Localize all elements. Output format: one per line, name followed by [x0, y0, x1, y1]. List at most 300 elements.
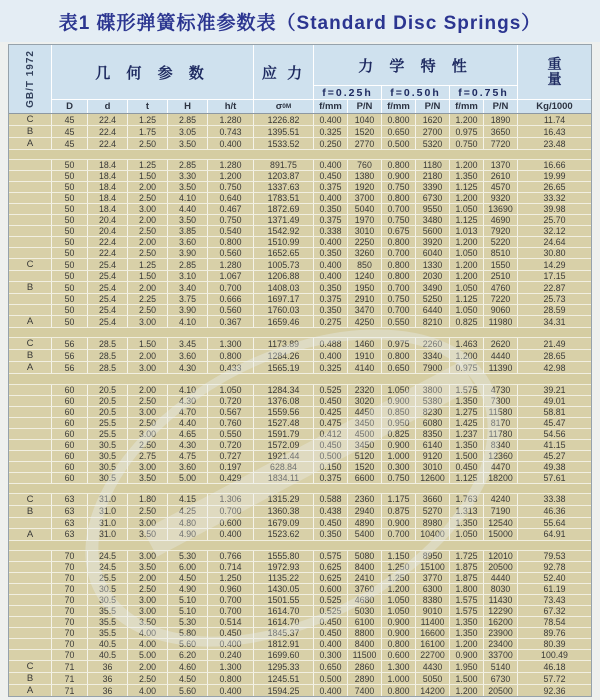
- cell-weight: 28.59: [517, 305, 591, 315]
- cell-h-t: 1.280: [207, 114, 253, 125]
- cell-class: [9, 562, 51, 572]
- cell-class: C: [26, 493, 34, 505]
- cell-p-075h: 5140: [483, 661, 517, 672]
- cell-sigma-0m: 1360.38: [253, 506, 313, 517]
- cell-f-025h: 0.150: [313, 462, 347, 472]
- cell-p-075h: 20500: [483, 685, 517, 696]
- cell-p-050h: 7900: [415, 362, 449, 373]
- cell-p-025h: 3470: [347, 305, 381, 315]
- cell-p-075h: 4760: [483, 282, 517, 293]
- cell-D: 60: [51, 440, 87, 450]
- cell-p-050h: 1620: [415, 114, 449, 125]
- cell-p-075h: 33700: [483, 650, 517, 660]
- cell-D: 50: [51, 182, 87, 192]
- standard-number-cell: [9, 45, 51, 113]
- cell-H: 4.90: [167, 529, 207, 540]
- cell-f-050h: 1.000: [381, 673, 415, 684]
- cell-f-050h: 0.825: [381, 429, 415, 439]
- cell-h-t: 0.700: [207, 506, 253, 517]
- cell-H: 5.60: [167, 685, 207, 696]
- cell-h-t: 0.560: [207, 248, 253, 258]
- cell-sigma-0m: 1206.88: [253, 271, 313, 281]
- cell-d: 25.4: [87, 316, 127, 327]
- cell-f-025h: 0.400: [313, 193, 347, 203]
- cell-p-025h: 4680: [347, 595, 381, 605]
- cell-f-025h: 0.375: [313, 182, 347, 192]
- cell-sigma-0m: 1542.92: [253, 226, 313, 236]
- table-row: [9, 114, 591, 126]
- cell-h-t: 0.720: [207, 440, 253, 450]
- cell-f-050h: 0.900: [381, 518, 415, 528]
- cell-sigma-0m: 1284.26: [253, 350, 313, 361]
- cell-sigma-0m: 1559.56: [253, 407, 313, 417]
- cell-sigma-0m: 1614.70: [253, 606, 313, 616]
- cell-weight: 79.53: [517, 551, 591, 561]
- cell-p-050h: 10400: [415, 529, 449, 540]
- cell-p-050h: 3340: [415, 350, 449, 361]
- deflection-025h-header: f=0.25h: [313, 85, 381, 99]
- table-row: [9, 385, 591, 396]
- cell-p-075h: 7220: [483, 294, 517, 304]
- cell-p-075h: 12290: [483, 606, 517, 616]
- table-row: [9, 429, 591, 440]
- table-row: [9, 362, 591, 374]
- cell-t: 3.50: [127, 562, 167, 572]
- cell-p-075h: 8340: [483, 440, 517, 450]
- cell-class: [9, 418, 51, 428]
- cell-f-050h: 0.800: [381, 350, 415, 361]
- cell-t: 4.00: [127, 639, 167, 649]
- cell-p-025h: 3260: [347, 248, 381, 258]
- cell-D: 70: [51, 606, 87, 616]
- column-header-f-025: f/mm: [313, 99, 347, 113]
- cell-f-075h: 1.575: [449, 606, 483, 616]
- cell-f-075h: 1.125: [449, 215, 483, 225]
- cell-D: 71: [51, 661, 87, 672]
- cell-p-075h: 7300: [483, 396, 517, 406]
- table-row: [9, 407, 591, 418]
- cell-t: 1.50: [127, 171, 167, 181]
- cell-d: 22.4: [87, 237, 127, 247]
- table-row: [9, 338, 591, 350]
- cell-h-t: 0.400: [207, 529, 253, 540]
- cell-h-t: 0.433: [207, 362, 253, 373]
- cell-D: 71: [51, 685, 87, 696]
- cell-p-075h: 8170: [483, 418, 517, 428]
- page-title: 表1 碟形弹簧标准参数表（Standard Disc Springs）: [58, 12, 542, 34]
- cell-H: 4.25: [167, 506, 207, 517]
- cell-sigma-0m: 1284.34: [253, 385, 313, 395]
- table-row: [9, 506, 591, 518]
- cell-H: 3.50: [167, 215, 207, 225]
- cell-class: [9, 650, 51, 660]
- spacer-row: [9, 150, 591, 160]
- cell-H: 3.60: [167, 462, 207, 472]
- cell-sigma-0m: 1430.05: [253, 584, 313, 594]
- cell-p-050h: 3010: [415, 462, 449, 472]
- cell-sigma-0m: 1699.60: [253, 650, 313, 660]
- cell-weight: 23.48: [517, 138, 591, 149]
- cell-p-075h: 9320: [483, 193, 517, 203]
- cell-class: [9, 573, 51, 583]
- cell-t: 2.50: [127, 584, 167, 594]
- cell-f-050h: 0.650: [381, 126, 415, 137]
- cell-weight: 21.49: [517, 338, 591, 349]
- cell-p-025h: 4890: [347, 518, 381, 528]
- cell-h-t: 0.450: [207, 628, 253, 638]
- cell-t: 2.00: [127, 215, 167, 225]
- cell-p-050h: 15100: [415, 562, 449, 572]
- cell-class: [9, 237, 51, 247]
- cell-f-075h: 0.825: [449, 316, 483, 327]
- cell-weight: 25.70: [517, 215, 591, 225]
- cell-f-075h: 1.875: [449, 573, 483, 583]
- cell-f-025h: 0.375: [313, 473, 347, 483]
- cell-p-050h: 8230: [415, 407, 449, 417]
- cell-p-025h: 1970: [347, 215, 381, 225]
- cell-t: 2.75: [127, 451, 167, 461]
- cell-p-025h: 7400: [347, 685, 381, 696]
- cell-p-050h: 3770: [415, 573, 449, 583]
- table-row: [9, 350, 591, 362]
- cell-sigma-0m: 1614.70: [253, 617, 313, 627]
- column-header-H: H: [167, 99, 207, 113]
- cell-d: 18.4: [87, 193, 127, 203]
- cell-class: C: [26, 259, 34, 271]
- cell-weight: 46.36: [517, 506, 591, 517]
- cell-t: 3.50: [127, 529, 167, 540]
- cell-weight: 52.40: [517, 573, 591, 583]
- cell-p-050h: 5270: [415, 506, 449, 517]
- cell-f-075h: 1.050: [449, 305, 483, 315]
- cell-p-050h: 9010: [415, 606, 449, 616]
- cell-f-050h: 1.200: [381, 584, 415, 594]
- cell-p-025h: 3010: [347, 226, 381, 236]
- cell-class: [9, 182, 51, 192]
- stress-group-header: 应 力: [253, 45, 313, 99]
- cell-f-050h: 0.700: [381, 282, 415, 293]
- cell-H: 3.60: [167, 237, 207, 247]
- cell-weight: 54.56: [517, 429, 591, 439]
- cell-d: 25.4: [87, 271, 127, 281]
- cell-class: B: [26, 282, 34, 294]
- cell-class: [9, 385, 51, 395]
- cell-H: 5.30: [167, 551, 207, 561]
- cell-h-t: 0.666: [207, 294, 253, 304]
- cell-f-025h: 0.350: [313, 529, 347, 540]
- cell-H: 3.10: [167, 271, 207, 281]
- table-body: [9, 114, 591, 696]
- cell-d: 22.4: [87, 126, 127, 137]
- standard-number-label: GB/T 1972: [24, 50, 36, 108]
- cell-t: 1.25: [127, 114, 167, 125]
- cell-p-025h: 2890: [347, 673, 381, 684]
- cell-f-025h: 0.438: [313, 506, 347, 517]
- cell-p-025h: 3760: [347, 584, 381, 594]
- cell-f-075h: 1.200: [449, 237, 483, 247]
- column-header-D: D: [51, 99, 87, 113]
- cell-d: 25.4: [87, 282, 127, 293]
- cell-weight: 39.21: [517, 385, 591, 395]
- cell-sigma-0m: 1173.89: [253, 338, 313, 349]
- cell-t: 1.50: [127, 338, 167, 349]
- cell-t: 2.00: [127, 385, 167, 395]
- cell-D: 50: [51, 160, 87, 170]
- table-row: [9, 138, 591, 150]
- cell-D: 50: [51, 237, 87, 247]
- cell-p-025h: 3700: [347, 193, 381, 203]
- cell-t: 2.50: [127, 248, 167, 258]
- cell-f-050h: 0.700: [381, 248, 415, 258]
- cell-h-t: 0.429: [207, 473, 253, 483]
- cell-weight: 16.43: [517, 126, 591, 137]
- cell-weight: 92.78: [517, 562, 591, 572]
- cell-h-t: 1.280: [207, 160, 253, 170]
- cell-class: [9, 294, 51, 304]
- cell-H: 2.85: [167, 160, 207, 170]
- cell-p-050h: 1330: [415, 259, 449, 270]
- cell-f-075h: 1.050: [449, 529, 483, 540]
- cell-D: 50: [51, 294, 87, 304]
- cell-f-075h: 1.200: [449, 259, 483, 270]
- cell-p-050h: 5600: [415, 226, 449, 236]
- cell-p-075h: 1890: [483, 114, 517, 125]
- cell-f-025h: 0.400: [313, 639, 347, 649]
- cell-f-025h: 0.475: [313, 418, 347, 428]
- cell-t: 2.00: [127, 182, 167, 192]
- cell-f-025h: 0.300: [313, 650, 347, 660]
- cell-f-025h: 0.450: [313, 518, 347, 528]
- table-row: [9, 248, 591, 259]
- cell-f-025h: 0.375: [313, 215, 347, 225]
- cell-h-t: 0.600: [207, 518, 253, 528]
- cell-p-075h: 11980: [483, 316, 517, 327]
- cell-h-t: 0.766: [207, 551, 253, 561]
- cell-p-075h: 11580: [483, 407, 517, 417]
- cell-f-050h: 0.675: [381, 226, 415, 236]
- table-row: [9, 294, 591, 305]
- cell-d: 24.5: [87, 551, 127, 561]
- cell-D: 63: [51, 518, 87, 528]
- cell-f-050h: 1.150: [381, 551, 415, 561]
- cell-p-050h: 8350: [415, 429, 449, 439]
- cell-D: 70: [51, 617, 87, 627]
- cell-f-075h: 1.125: [449, 182, 483, 192]
- cell-p-025h: 1380: [347, 171, 381, 181]
- cell-class: [9, 628, 51, 638]
- cell-f-025h: 0.500: [313, 673, 347, 684]
- cell-class: [9, 193, 51, 203]
- cell-p-050h: 3920: [415, 237, 449, 247]
- cell-class: [9, 451, 51, 461]
- cell-t: 3.00: [127, 429, 167, 439]
- cell-t: 2.50: [127, 305, 167, 315]
- cell-f-075h: 1.200: [449, 685, 483, 696]
- table-row: [9, 282, 591, 294]
- cell-sigma-0m: 1572.09: [253, 440, 313, 450]
- cell-p-075h: 1550: [483, 259, 517, 270]
- cell-sigma-0m: 1834.11: [253, 473, 313, 483]
- cell-h-t: 1.050: [207, 385, 253, 395]
- cell-d: 22.4: [87, 138, 127, 149]
- cell-p-025h: 8400: [347, 562, 381, 572]
- cell-sigma-0m: 1408.03: [253, 282, 313, 293]
- cell-H: 6.00: [167, 562, 207, 572]
- cell-sigma-0m: 1972.93: [253, 562, 313, 572]
- cell-H: 3.50: [167, 182, 207, 192]
- cell-p-025h: 2910: [347, 294, 381, 304]
- cell-class: [9, 473, 51, 483]
- cell-p-075h: 5220: [483, 237, 517, 247]
- cell-f-075h: 1.200: [449, 639, 483, 649]
- weight-group-header: [517, 45, 591, 99]
- cell-d: 25.4: [87, 294, 127, 304]
- cell-sigma-0m: 1783.51: [253, 193, 313, 203]
- cell-weight: 49.38: [517, 462, 591, 472]
- cell-weight: 57.61: [517, 473, 591, 483]
- cell-p-025h: 4140: [347, 362, 381, 373]
- cell-H: 4.90: [167, 584, 207, 594]
- cell-t: 2.50: [127, 673, 167, 684]
- cell-H: 4.15: [167, 494, 207, 505]
- cell-f-025h: 0.488: [313, 338, 347, 349]
- table-row: [9, 396, 591, 407]
- cell-h-t: 0.800: [207, 237, 253, 247]
- cell-h-t: 0.750: [207, 215, 253, 225]
- cell-D: 70: [51, 551, 87, 561]
- cell-p-050h: 1180: [415, 160, 449, 170]
- table-row: [9, 661, 591, 673]
- cell-H: 4.10: [167, 385, 207, 395]
- cell-h-t: 0.727: [207, 451, 253, 461]
- cell-f-050h: 1.250: [381, 562, 415, 572]
- cell-f-075h: 0.450: [449, 462, 483, 472]
- cell-weight: 57.72: [517, 673, 591, 684]
- cell-h-t: 0.960: [207, 584, 253, 594]
- cell-H: 4.30: [167, 440, 207, 450]
- cell-d: 22.4: [87, 248, 127, 258]
- cell-t: 3.00: [127, 407, 167, 417]
- cell-p-050h: 6080: [415, 418, 449, 428]
- cell-p-075h: 6730: [483, 673, 517, 684]
- spacer-row: [9, 374, 591, 384]
- weight-char-1: 重: [547, 56, 562, 72]
- cell-t: 2.50: [127, 396, 167, 406]
- cell-H: 4.30: [167, 362, 207, 373]
- cell-d: 40.5: [87, 639, 127, 649]
- cell-f-050h: 0.900: [381, 440, 415, 450]
- cell-d: 35.5: [87, 606, 127, 616]
- cell-f-075h: 1.875: [449, 562, 483, 572]
- cell-p-050h: 16100: [415, 639, 449, 649]
- cell-H: 5.10: [167, 606, 207, 616]
- cell-p-075h: 4730: [483, 385, 517, 395]
- cell-H: 5.80: [167, 628, 207, 638]
- cell-f-050h: 1.050: [381, 595, 415, 605]
- cell-D: 70: [51, 628, 87, 638]
- cell-f-075h: 1.050: [449, 282, 483, 293]
- cell-H: 3.90: [167, 305, 207, 315]
- cell-D: 50: [51, 248, 87, 258]
- cell-sigma-0m: 1527.48: [253, 418, 313, 428]
- table-row: [9, 573, 591, 584]
- table-row: [9, 628, 591, 639]
- cell-t: 2.00: [127, 350, 167, 361]
- cell-f-025h: 0.400: [313, 237, 347, 247]
- cell-weight: 17.15: [517, 271, 591, 281]
- cell-f-050h: 0.750: [381, 294, 415, 304]
- cell-p-050h: 9550: [415, 204, 449, 214]
- cell-f-050h: 0.550: [381, 316, 415, 327]
- cell-p-025h: 1040: [347, 114, 381, 125]
- cell-f-050h: 0.900: [381, 617, 415, 627]
- cell-p-075h: 7920: [483, 226, 517, 236]
- cell-f-025h: 0.450: [313, 396, 347, 406]
- cell-f-025h: 0.325: [313, 362, 347, 373]
- cell-p-050h: 8980: [415, 518, 449, 528]
- table-row: [9, 418, 591, 429]
- cell-f-075h: 1.200: [449, 193, 483, 203]
- cell-f-050h: 0.700: [381, 305, 415, 315]
- cell-p-025h: 1460: [347, 338, 381, 349]
- cell-sigma-0m: 1510.99: [253, 237, 313, 247]
- cell-class: [9, 429, 51, 439]
- cell-weight: 45.47: [517, 418, 591, 428]
- cell-p-075h: 4440: [483, 573, 517, 583]
- cell-p-075h: 18200: [483, 473, 517, 483]
- cell-sigma-0m: 1005.73: [253, 259, 313, 270]
- cell-class: [9, 271, 51, 281]
- cell-f-050h: 0.900: [381, 171, 415, 181]
- cell-f-075h: 1.125: [449, 294, 483, 304]
- cell-p-025h: 2360: [347, 494, 381, 505]
- table-row: [9, 685, 591, 696]
- cell-weight: 42.98: [517, 362, 591, 373]
- cell-D: 50: [51, 271, 87, 281]
- cell-f-025h: 0.625: [313, 562, 347, 572]
- cell-f-050h: 0.800: [381, 259, 415, 270]
- cell-sigma-0m: 1652.65: [253, 248, 313, 258]
- cell-H: 3.60: [167, 350, 207, 361]
- table-row: [9, 226, 591, 237]
- cell-p-075h: 4470: [483, 462, 517, 472]
- cell-D: 63: [51, 494, 87, 505]
- cell-H: 4.70: [167, 407, 207, 417]
- cell-H: 4.10: [167, 193, 207, 203]
- cell-t: 2.50: [127, 506, 167, 517]
- table-row: [9, 584, 591, 595]
- cell-p-025h: 5040: [347, 204, 381, 214]
- cell-sigma-0m: 1135.22: [253, 573, 313, 583]
- cell-D: 63: [51, 506, 87, 517]
- cell-p-025h: 4250: [347, 316, 381, 327]
- cell-sigma-0m: 891.75: [253, 160, 313, 170]
- cell-t: 3.00: [127, 204, 167, 214]
- cell-sigma-0m: 1921.44: [253, 451, 313, 461]
- cell-class: B: [26, 673, 34, 685]
- spacer-row: [9, 328, 591, 338]
- cell-p-025h: 2410: [347, 573, 381, 583]
- cell-t: 1.25: [127, 160, 167, 170]
- cell-D: 50: [51, 193, 87, 203]
- cell-class: [9, 462, 51, 472]
- cell-f-050h: 1.250: [381, 573, 415, 583]
- title-band: [0, 0, 600, 42]
- cell-class: A: [26, 685, 34, 697]
- cell-p-075h: 12540: [483, 518, 517, 528]
- deflection-075h-header: f=0.75h: [449, 85, 517, 99]
- cell-H: 4.30: [167, 396, 207, 406]
